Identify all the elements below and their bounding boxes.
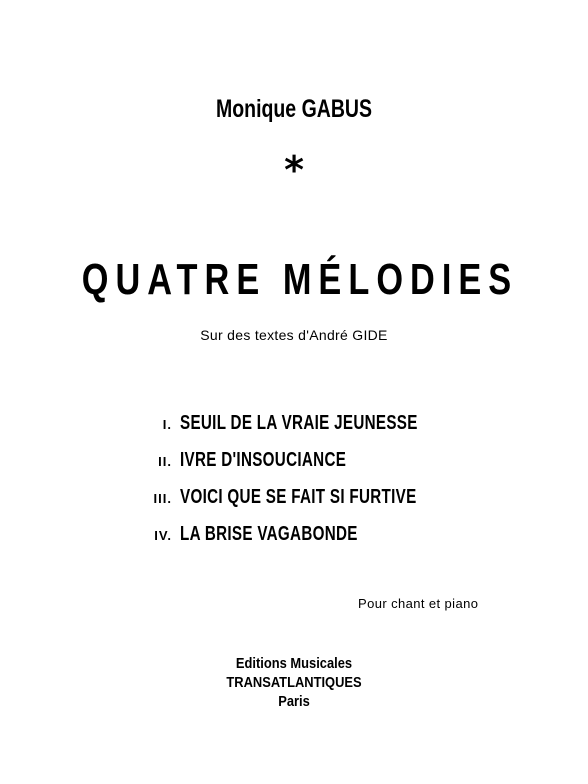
- publisher-city: Paris: [278, 693, 310, 710]
- song-item: [140, 412, 493, 449]
- song-title: VOICI QUE SE FAIT SI FURTIVE: [180, 486, 417, 508]
- instrumentation-note: Pour chant et piano: [358, 596, 479, 611]
- composer-name: Monique GABUS: [216, 95, 372, 123]
- song-numeral: I.: [162, 417, 172, 432]
- song-list: [140, 412, 493, 560]
- publisher-line: Editions Musicales: [235, 655, 353, 672]
- work-title: QUATRE MÉLODIES: [81, 255, 519, 304]
- song-item: [140, 449, 493, 486]
- song-title: SEUIL DE LA VRAIE JEUNESSE: [180, 412, 418, 434]
- publisher-line: TRANSATLANTIQUES: [226, 674, 362, 691]
- song-title: LA BRISE VAGABONDE: [180, 523, 358, 545]
- song-item: [140, 486, 493, 523]
- asterisk-ornament-icon: *: [284, 148, 304, 192]
- song-title: IVRE D'INSOUCIANCE: [180, 449, 347, 471]
- song-numeral: IV.: [154, 528, 172, 543]
- subtitle-text-author: Sur des textes d'André GIDE: [200, 327, 388, 343]
- publisher-block: [0, 654, 588, 711]
- song-item: [140, 523, 493, 560]
- song-numeral: II.: [158, 454, 172, 469]
- song-numeral: III.: [153, 491, 172, 506]
